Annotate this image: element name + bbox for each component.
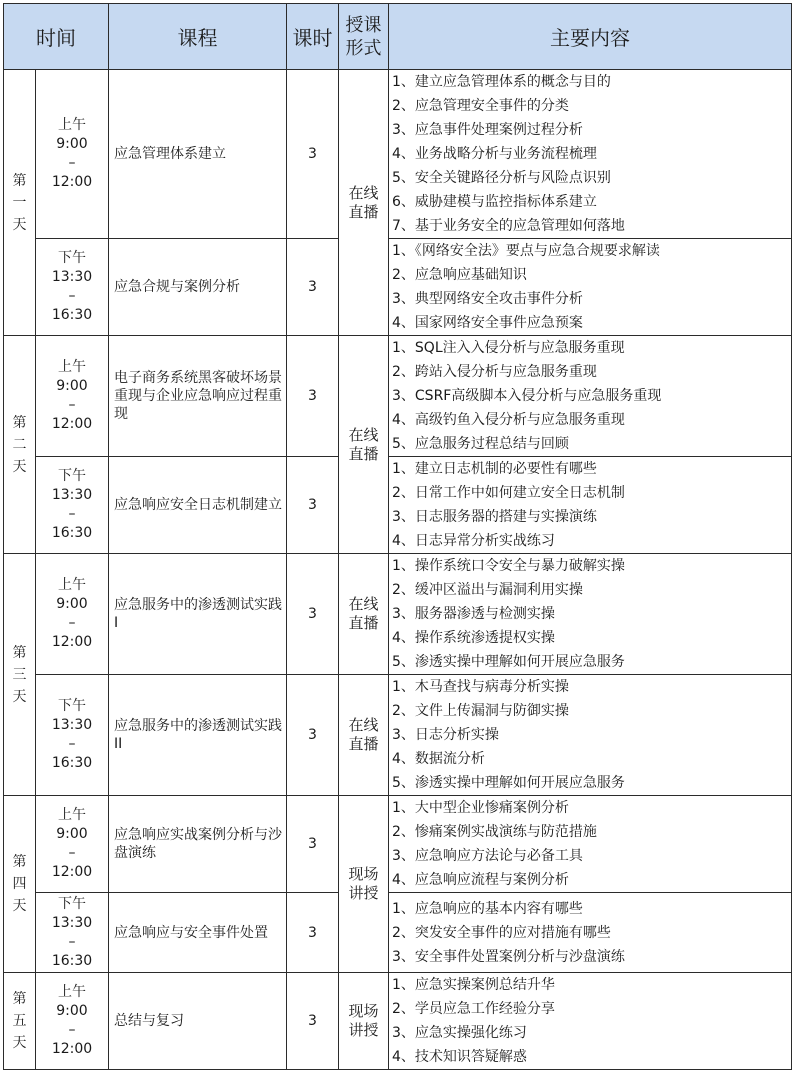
course-name: 应急响应与安全事件处置 <box>109 893 287 973</box>
table-header-row <box>4 4 792 70</box>
course-name: 应急响应安全日志机制建立 <box>109 457 287 554</box>
table-row <box>4 457 792 554</box>
content-list <box>389 239 792 336</box>
header-time: 时间 <box>4 4 109 70</box>
table-row <box>4 336 792 457</box>
list-item: 5、应急服务过程总结与回顾 <box>392 436 569 452</box>
table-row <box>4 973 792 1070</box>
list-item: 5、安全关键路径分析与风险点识别 <box>392 170 611 186</box>
list-item: 4、日志异常分析实战练习 <box>392 533 555 549</box>
list-item: 1、建立日志机制的必要性有哪些 <box>392 461 597 477</box>
teaching-format: 在线 直播 <box>339 70 389 336</box>
list-item: 7、基于业务安全的应急管理如何落地 <box>392 218 625 234</box>
content-list <box>389 457 792 554</box>
table-row <box>4 893 792 973</box>
session-time: 上午 9:00 – 12:00 <box>36 336 109 457</box>
day-label: 第 二 天 <box>4 336 36 554</box>
course-hours: 3 <box>287 239 339 336</box>
list-item: 4、技术知识答疑解惑 <box>392 1049 527 1065</box>
list-item: 1、操作系统口令安全与暴力破解实操 <box>392 558 625 574</box>
table-row <box>4 554 792 675</box>
list-item: 3、日志分析实操 <box>392 727 499 743</box>
list-item: 4、操作系统渗透提权实操 <box>392 630 555 646</box>
list-item: 1、木马查找与病毒分析实操 <box>392 679 569 695</box>
list-item: 5、渗透实操中理解如何开展应急服务 <box>392 654 625 670</box>
session-time: 上午 9:00 – 12:00 <box>36 796 109 893</box>
day-label: 第 三 天 <box>4 554 36 796</box>
table-row <box>4 70 792 239</box>
table-row <box>4 675 792 796</box>
day-label: 第 一 天 <box>4 70 36 336</box>
list-item: 4、国家网络安全事件应急预案 <box>392 315 583 331</box>
teaching-format: 在线 直播 <box>339 336 389 554</box>
session-time: 下午 13:30 – 16:30 <box>36 675 109 796</box>
list-item: 3、安全事件处置案例分析与沙盘演练 <box>392 948 625 965</box>
list-item: 1、SQL注入入侵分析与应急服务重现 <box>392 340 625 356</box>
session-time: 上午 9:00 – 12:00 <box>36 973 109 1070</box>
course-name: 应急响应实战案例分析与沙盘演练 <box>109 796 287 893</box>
list-item: 2、缓冲区溢出与漏洞利用实操 <box>392 582 583 598</box>
course-hours: 3 <box>287 554 339 675</box>
session-time: 上午 9:00 – 12:00 <box>36 554 109 675</box>
content-list <box>389 893 792 973</box>
course-hours: 3 <box>287 973 339 1070</box>
header-content: 主要内容 <box>389 4 792 70</box>
teaching-format: 在线 直播 <box>339 675 389 796</box>
list-item: 2、日常工作中如何建立安全日志机制 <box>392 485 625 501</box>
course-name: 应急管理体系建立 <box>109 70 287 239</box>
table-row <box>4 796 792 893</box>
list-item: 1、建立应急管理体系的概念与目的 <box>392 74 611 90</box>
course-hours: 3 <box>287 70 339 239</box>
list-item: 3、应急响应方法论与必备工具 <box>392 848 583 864</box>
header-format-line1: 授课 <box>345 14 382 36</box>
teaching-format: 现场 讲授 <box>339 796 389 973</box>
list-item: 2、惨痛案例实战演练与防范措施 <box>392 824 597 840</box>
day-label: 第 五 天 <box>4 973 36 1070</box>
course-name: 应急合规与案例分析 <box>109 239 287 336</box>
course-name: 总结与复习 <box>109 973 287 1070</box>
header-hours: 课时 <box>287 4 339 70</box>
teaching-format: 现场 讲授 <box>339 973 389 1070</box>
list-item: 3、应急事件处理案例过程分析 <box>392 122 583 138</box>
list-item: 3、服务器渗透与检测实操 <box>392 606 555 622</box>
list-item: 3、应急实操强化练习 <box>392 1025 527 1041</box>
header-format <box>339 4 389 70</box>
list-item: 4、应急响应流程与案例分析 <box>392 872 569 888</box>
course-schedule-table <box>3 3 792 1070</box>
list-item: 6、威胁建模与监控指标体系建立 <box>392 194 597 210</box>
list-item: 3、CSRF高级脚本入侵分析与应急服务重现 <box>392 388 662 404</box>
course-hours: 3 <box>287 796 339 893</box>
list-item: 3、典型网络安全攻击事件分析 <box>392 291 583 307</box>
list-item: 2、应急响应基础知识 <box>392 267 527 283</box>
course-name: 应急服务中的渗透测试实践I <box>109 554 287 675</box>
list-item: 1、应急响应的基本内容有哪些 <box>392 900 583 917</box>
header-format-line2: 形式 <box>345 37 382 59</box>
list-item: 2、文件上传漏洞与防御实操 <box>392 703 569 719</box>
course-hours: 3 <box>287 336 339 457</box>
session-time: 上午 9:00 – 12:00 <box>36 70 109 239</box>
list-item: 2、学员应急工作经验分享 <box>392 1001 555 1017</box>
course-hours: 3 <box>287 457 339 554</box>
course-hours: 3 <box>287 675 339 796</box>
content-list <box>389 675 792 796</box>
list-item: 5、渗透实操中理解如何开展应急服务 <box>392 775 625 791</box>
list-item: 2、应急管理安全事件的分类 <box>392 98 569 114</box>
content-list <box>389 796 792 893</box>
session-time: 下午 13:30 – 16:30 <box>36 239 109 336</box>
day-label: 第 四 天 <box>4 796 36 973</box>
list-item: 2、突发安全事件的应对措施有哪些 <box>392 924 611 941</box>
course-name: 电子商务系统黑客破坏场景重现与企业应急响应过程重现 <box>109 336 287 457</box>
session-time: 下午 13:30 – 16:30 <box>36 457 109 554</box>
content-list <box>389 336 792 457</box>
header-course: 课程 <box>109 4 287 70</box>
list-item: 4、业务战略分析与业务流程梳理 <box>392 146 597 162</box>
list-item: 2、跨站入侵分析与应急服务重现 <box>392 364 597 380</box>
list-item: 4、数据流分析 <box>392 751 485 767</box>
list-item: 3、日志服务器的搭建与实操演练 <box>392 509 597 525</box>
session-time: 下午 13:30 – 16:30 <box>36 893 109 973</box>
list-item: 1、应急实操案例总结升华 <box>392 977 555 993</box>
list-item: 1、大中型企业惨痛案例分析 <box>392 800 569 816</box>
table-row <box>4 239 792 336</box>
content-list <box>389 70 792 239</box>
teaching-format: 在线 直播 <box>339 554 389 675</box>
list-item: 1、《网络安全法》要点与应急合规要求解读 <box>392 243 660 259</box>
course-hours: 3 <box>287 893 339 973</box>
content-list <box>389 973 792 1070</box>
course-name: 应急服务中的渗透测试实践II <box>109 675 287 796</box>
list-item: 4、高级钓鱼入侵分析与应急服务重现 <box>392 412 625 428</box>
content-list <box>389 554 792 675</box>
